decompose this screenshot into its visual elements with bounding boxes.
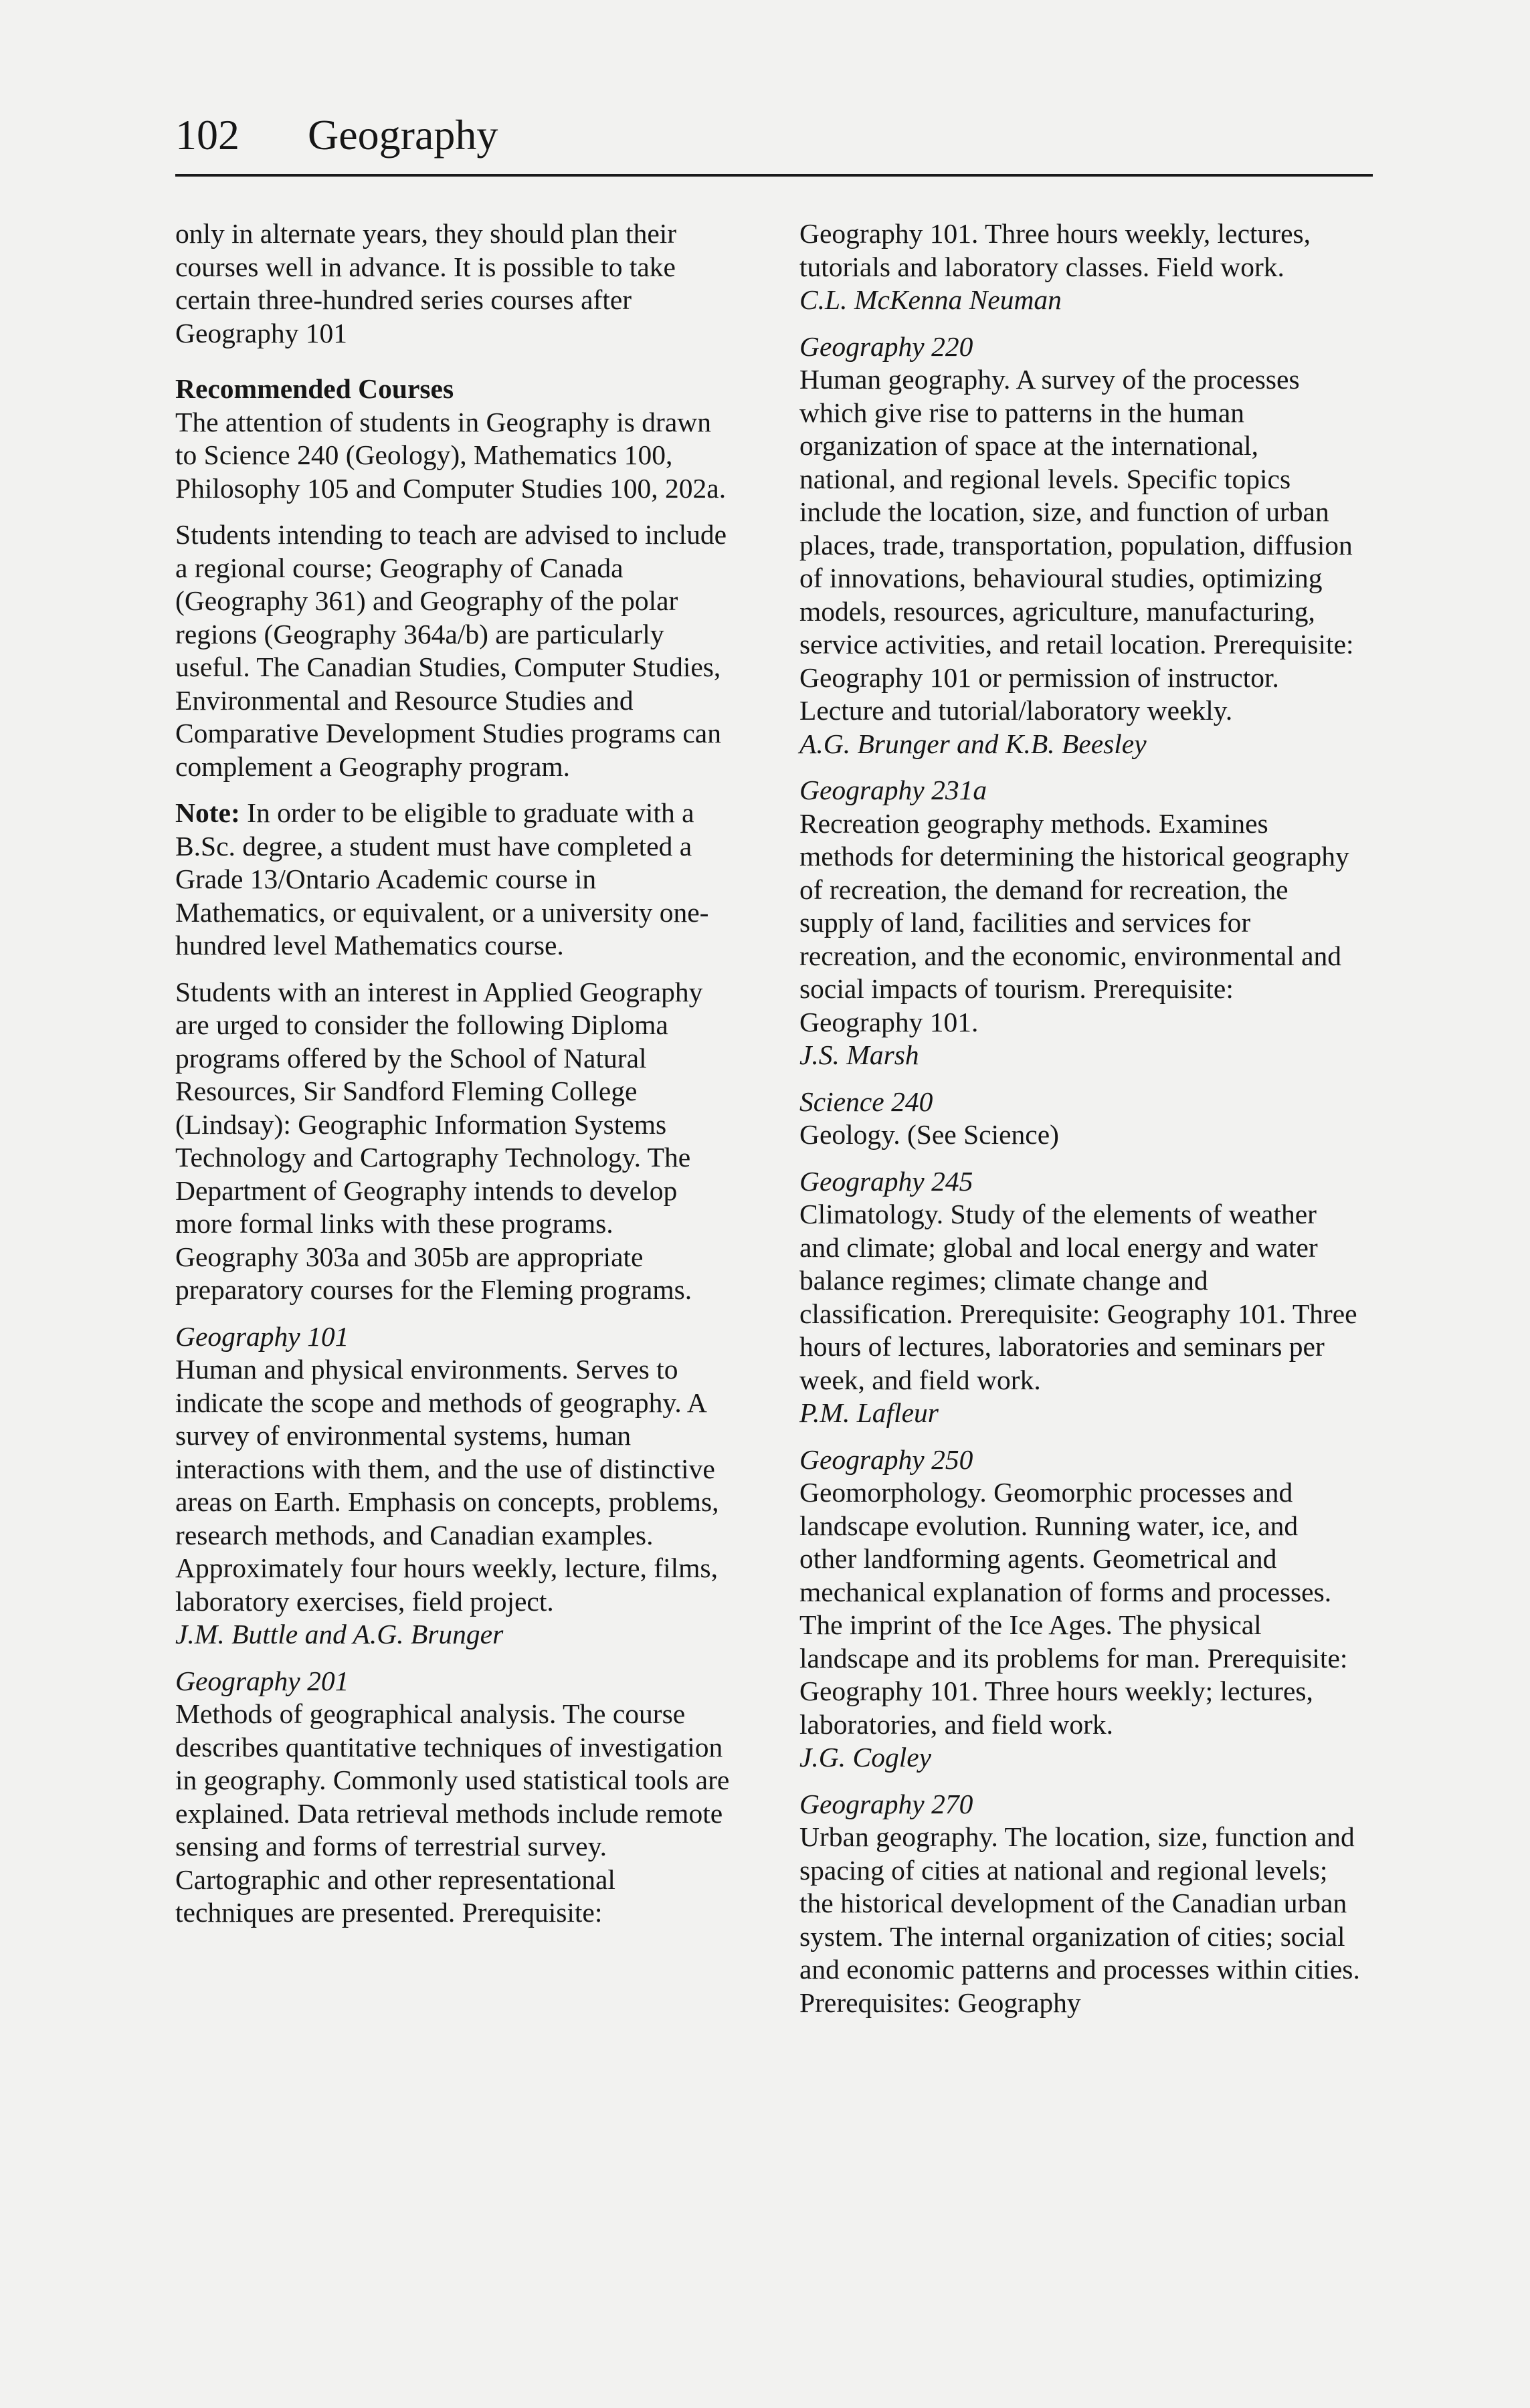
note-text: In order to be eligible to graduate with a B.Sc. degree, a student must have completed a Grade 13/Ontario Academic course in Mathematics, or equivalent, or a university one-hundred level Mathematics course.: [175, 797, 709, 961]
course-description-geography-201: Methods of geographical analysis. The course describes quantitative techniques of investigation in geography. Commonly used statistical tools are explained. Data retrieval methods include remote sensing and forms of terrestrial survey. Cartographic and other representational techniques are presented. Prerequisite:: [175, 1698, 730, 1928]
left-column: [175, 217, 737, 1930]
course-title-geography-231a: Geography 231a: [799, 775, 987, 805]
section-title: Geography: [308, 111, 498, 159]
recommended-paragraph-1: The attention of students in Geography is drawn to Science 240 (Geology), Mathematics 100, Philosophy 105 and Computer Studies 100, 202a.: [175, 406, 727, 504]
applied-geography-paragraph: Students with an interest in Applied Geography are urged to consider the following Diploma programs offered by the School of Natural Resources, Sir Sandford Fleming College (Lindsay): Geographic Information Systems Technology and Cartography Technology. The Department of Geography intends to develop more formal links with these programs. Geography 303a and 305b are appropriate preparatory courses for the Fleming programs.: [175, 976, 703, 1305]
note-paragraph: [175, 797, 737, 963]
course-title-geography-245: Geography 245: [799, 1165, 973, 1197]
instructor-geography-101: J.M. Buttle and A.G. Brunger: [175, 1619, 504, 1649]
recommended-courses-heading: Recommended Courses: [175, 373, 454, 404]
course-title-geography-101: Geography 101: [175, 1320, 349, 1352]
recommended-paragraph-2: Students intending to teach are advised to include a regional course; Geography of Canada (Geography 361) and Geography of the polar regions (Geography 364a/b) are particularly useful. The Canadian Studies, Computer Studies, Environmental and Resource Studies and Comparative Development Studies programs can complement a Geography program.: [175, 519, 727, 782]
instructor-geography-201: C.L. McKenna Neuman: [799, 284, 1062, 315]
course-description-geography-270: Urban geography. The location, size, function and spacing of cities at national and regional levels; the historical development of the Canadian urban system. The internal organization of cities; social and economic patterns and processes within cities. Prerequisites: Geography: [799, 1821, 1360, 2018]
course-description-geography-231a: Recreation geography methods. Examines methods for determining the historical geography of recreation, the demand for recreation, the supply of land, facilities and services for recreation, and the economic, environmental and social impacts of tourism. Prerequisite: Geography 101.: [799, 807, 1349, 1037]
course-description-geography-101: Human and physical environments. Serves to indicate the scope and methods of geography. A survey of environmental systems, human interactions with them, and the use of distinctive areas on Earth. Emphasis on concepts, problems, research methods, and Canadian examples. Approximately four hours weekly, lecture, films, laboratory exercises, field project.: [175, 1354, 719, 1617]
course-description-geography-245: Climatology. Study of the elements of weather and climate; global and local energy and water balance regimes; climate change and classification. Prerequisite: Geography 101. Three hours of lectures, laboratories and seminars per week, and field work.: [799, 1199, 1357, 1395]
instructor-geography-231a: J.S. Marsh: [799, 1039, 919, 1070]
course-description-science-240: Geology. (See Science): [799, 1119, 1059, 1150]
course-title-geography-250: Geography 250: [799, 1443, 973, 1475]
course-description-geography-250: Geomorphology. Geomorphic processes and landscape evolution. Running water, ice, and other landforming agents. Geometrical and mechanical explanation of forms and processes. The imprint of the Ice Ages. The physical landscape and its problems for man. Prerequisite: Geography 101. Three hours weekly; lectures, laboratories, and field work.: [799, 1477, 1348, 1740]
course-title-geography-220: Geography 220: [799, 330, 973, 362]
instructor-geography-245: P.M. Lafleur: [799, 1397, 939, 1428]
header-rule: [175, 174, 1373, 177]
page-number: 102: [175, 111, 240, 159]
intro-paragraph: only in alternate years, they should plan their courses well in advance. It is possible to take certain three-hundred series courses after Geography 101: [175, 218, 677, 348]
instructor-geography-250: J.G. Cogley: [799, 1742, 932, 1773]
course-title-geography-201: Geography 201: [175, 1665, 349, 1696]
instructor-geography-220: A.G. Brunger and K.B. Beesley: [799, 728, 1147, 759]
course-description-geography-220: Human geography. A survey of the processes which give rise to patterns in the human organization of space at the international, national, and regional levels. Specific topics include the location, size, and function of urban places, trade, transportation, population, diffusion of innovations, behavioural studies, optimizing models, resources, agriculture, manufacturing, service activities, and retail location. Prerequisite: Geography 101 or permission of instructor. Lecture and tutorial/laboratory weekly.: [799, 364, 1354, 726]
course-title-geography-270: Geography 270: [799, 1788, 973, 1819]
right-column: [799, 217, 1361, 2019]
note-label: Note:: [175, 797, 240, 828]
course-title-science-240: Science 240: [799, 1086, 933, 1117]
course-description-geography-201-continued: Geography 101. Three hours weekly, lectures, tutorials and laboratory classes. Field work.: [799, 218, 1311, 282]
page-header: [175, 107, 1373, 177]
